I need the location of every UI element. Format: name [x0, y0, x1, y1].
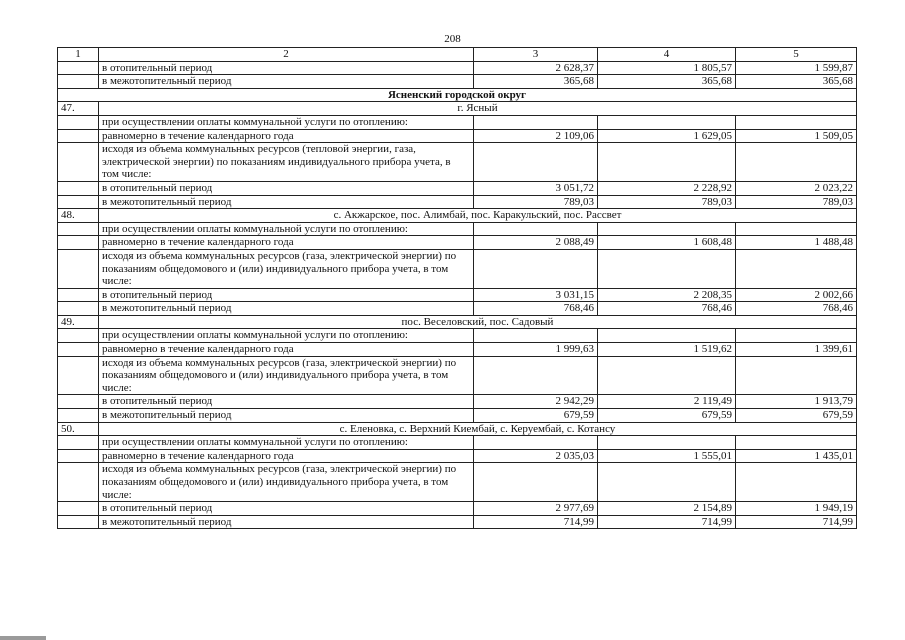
row-label: при осуществлении оплаты коммунальной услуги по отоплению: — [99, 222, 474, 236]
empty-cell — [58, 329, 99, 343]
empty-cell — [58, 463, 99, 502]
value-col-4: 365,68 — [598, 75, 736, 89]
value-col-5: 2 023,22 — [736, 181, 857, 195]
place-name: с. Еленовка, с. Верхний Киембай, с. Керуембай, с. Котансу — [99, 422, 857, 436]
header-col-4: 4 — [598, 48, 736, 62]
tariff-table-body — [58, 48, 857, 529]
empty-cell — [736, 143, 857, 182]
empty-cell — [736, 463, 857, 502]
row-label: в отопительный период — [99, 181, 474, 195]
row-label: исходя из объема коммунальных ресурсов (газа, электрической энергии) по показаниям общедомового и (или) индивидуального прибора учета, в том числе: — [99, 356, 474, 395]
empty-cell — [474, 115, 598, 129]
value-col-5: 714,99 — [736, 515, 857, 529]
value-col-5: 2 002,66 — [736, 288, 857, 302]
empty-cell — [58, 436, 99, 450]
row-label: в межотопительный период — [99, 409, 474, 423]
empty-cell — [598, 463, 736, 502]
scan-edge-mark — [0, 636, 46, 640]
value-col-3: 714,99 — [474, 515, 598, 529]
header-row — [58, 48, 857, 62]
empty-cell — [58, 288, 99, 302]
uniform-row — [58, 343, 857, 357]
value-col-3: 768,46 — [474, 302, 598, 316]
value-col-3: 2 977,69 — [474, 502, 598, 516]
empty-cell — [58, 75, 99, 89]
item-number: 49. — [58, 315, 99, 329]
payment-row — [58, 436, 857, 450]
empty-cell — [474, 463, 598, 502]
empty-cell — [58, 502, 99, 516]
value-col-3: 2 942,29 — [474, 395, 598, 409]
place-row — [58, 102, 857, 116]
value-col-5: 679,59 — [736, 409, 857, 423]
empty-cell — [598, 143, 736, 182]
value-col-4: 1 519,62 — [598, 343, 736, 357]
empty-cell — [58, 222, 99, 236]
value-col-4: 2 119,49 — [598, 395, 736, 409]
section-row — [58, 88, 857, 102]
row-label: в отопительный период — [99, 288, 474, 302]
row-label: исходя из объема коммунальных ресурсов (газа, электрической энергии) по показаниям общедомового и (или) индивидуального прибора учета, в том числе: — [99, 249, 474, 288]
header-col-2: 2 — [99, 48, 474, 62]
uniform-row — [58, 129, 857, 143]
empty-cell — [58, 236, 99, 250]
payment-row — [58, 222, 857, 236]
empty-cell — [598, 356, 736, 395]
value-col-4: 2 154,89 — [598, 502, 736, 516]
uniform-row — [58, 236, 857, 250]
value-col-3: 2 628,37 — [474, 61, 598, 75]
row-label: при осуществлении оплаты коммунальной услуги по отоплению: — [99, 115, 474, 129]
value-col-5: 1 913,79 — [736, 395, 857, 409]
row-label: равномерно в течение календарного года — [99, 343, 474, 357]
row-label: при осуществлении оплаты коммунальной услуги по отоплению: — [99, 436, 474, 450]
heating-row — [58, 502, 857, 516]
value-col-4: 679,59 — [598, 409, 736, 423]
empty-cell — [58, 249, 99, 288]
place-name: пос. Веселовский, пос. Садовый — [99, 315, 857, 329]
row-label: при осуществлении оплаты коммунальной услуги по отоплению: — [99, 329, 474, 343]
empty-cell — [58, 195, 99, 209]
row-label: в отопительный период — [99, 61, 474, 75]
value-col-3: 3 051,72 — [474, 181, 598, 195]
uniform-row — [58, 449, 857, 463]
empty-cell — [736, 222, 857, 236]
empty-cell — [598, 436, 736, 450]
empty-cell — [474, 436, 598, 450]
row-label: равномерно в течение календарного года — [99, 449, 474, 463]
section-title: Ясненский городской округ — [58, 88, 857, 102]
row-label: в межотопительный период — [99, 75, 474, 89]
value-col-4: 714,99 — [598, 515, 736, 529]
empty-cell — [474, 222, 598, 236]
empty-cell — [598, 249, 736, 288]
empty-cell — [598, 222, 736, 236]
value-col-3: 789,03 — [474, 195, 598, 209]
value-col-3: 2 035,03 — [474, 449, 598, 463]
value-col-5: 1 435,01 — [736, 449, 857, 463]
meter-row — [58, 143, 857, 182]
value-col-4: 2 208,35 — [598, 288, 736, 302]
empty-cell — [474, 249, 598, 288]
top-row-nonheating — [58, 75, 857, 89]
empty-cell — [58, 356, 99, 395]
value-col-4: 1 608,48 — [598, 236, 736, 250]
item-number: 48. — [58, 209, 99, 223]
header-col-5: 5 — [736, 48, 857, 62]
payment-row — [58, 115, 857, 129]
row-label: в межотопительный период — [99, 195, 474, 209]
empty-cell — [736, 436, 857, 450]
value-col-5: 1 509,05 — [736, 129, 857, 143]
value-col-3: 2 088,49 — [474, 236, 598, 250]
empty-cell — [58, 302, 99, 316]
empty-cell — [474, 356, 598, 395]
empty-cell — [736, 249, 857, 288]
item-number: 50. — [58, 422, 99, 436]
empty-cell — [736, 356, 857, 395]
value-col-4: 1 629,05 — [598, 129, 736, 143]
empty-cell — [58, 515, 99, 529]
empty-cell — [474, 329, 598, 343]
nonheating-row — [58, 515, 857, 529]
value-col-4: 789,03 — [598, 195, 736, 209]
empty-cell — [598, 115, 736, 129]
value-col-4: 768,46 — [598, 302, 736, 316]
place-row — [58, 315, 857, 329]
page-number: 208 — [444, 33, 461, 45]
meter-row — [58, 463, 857, 502]
value-col-5: 789,03 — [736, 195, 857, 209]
place-name: с. Акжарское, пос. Алимбай, пос. Каракульский, пос. Рассвет — [99, 209, 857, 223]
empty-cell — [474, 143, 598, 182]
empty-cell — [58, 143, 99, 182]
place-row — [58, 422, 857, 436]
row-label: исходя из объема коммунальных ресурсов (тепловой энергии, газа, электрической энергии) по показаниям индивидуального прибора учета, в том числе: — [99, 143, 474, 182]
payment-row — [58, 329, 857, 343]
value-col-3: 365,68 — [474, 75, 598, 89]
empty-cell — [58, 395, 99, 409]
empty-cell — [736, 115, 857, 129]
empty-cell — [58, 343, 99, 357]
heating-row — [58, 395, 857, 409]
value-col-3: 2 109,06 — [474, 129, 598, 143]
value-col-3: 1 999,63 — [474, 343, 598, 357]
value-col-5: 1 949,19 — [736, 502, 857, 516]
nonheating-row — [58, 302, 857, 316]
nonheating-row — [58, 195, 857, 209]
row-label: в межотопительный период — [99, 515, 474, 529]
value-col-5: 1 488,48 — [736, 236, 857, 250]
row-label: в межотопительный период — [99, 302, 474, 316]
tariff-table — [57, 47, 857, 529]
place-name: г. Ясный — [99, 102, 857, 116]
empty-cell — [58, 409, 99, 423]
row-label: исходя из объема коммунальных ресурсов (газа, электрической энергии) по показаниям общедомового и (или) индивидуального прибора учета, в том числе: — [99, 463, 474, 502]
value-col-4: 1 805,57 — [598, 61, 736, 75]
header-col-1: 1 — [58, 48, 99, 62]
header-col-3: 3 — [474, 48, 598, 62]
value-col-5: 1 599,87 — [736, 61, 857, 75]
nonheating-row — [58, 409, 857, 423]
empty-cell — [598, 329, 736, 343]
value-col-5: 365,68 — [736, 75, 857, 89]
value-col-4: 2 228,92 — [598, 181, 736, 195]
value-col-4: 1 555,01 — [598, 449, 736, 463]
value-col-5: 1 399,61 — [736, 343, 857, 357]
empty-cell — [736, 329, 857, 343]
value-col-5: 768,46 — [736, 302, 857, 316]
meter-row — [58, 356, 857, 395]
meter-row — [58, 249, 857, 288]
empty-cell — [58, 129, 99, 143]
row-label: в отопительный период — [99, 502, 474, 516]
row-label: равномерно в течение календарного года — [99, 129, 474, 143]
value-col-3: 3 031,15 — [474, 288, 598, 302]
top-row-heating — [58, 61, 857, 75]
place-row — [58, 209, 857, 223]
value-col-3: 679,59 — [474, 409, 598, 423]
row-label: равномерно в течение календарного года — [99, 236, 474, 250]
heating-row — [58, 288, 857, 302]
empty-cell — [58, 115, 99, 129]
item-number: 47. — [58, 102, 99, 116]
empty-cell — [58, 61, 99, 75]
heating-row — [58, 181, 857, 195]
row-label: в отопительный период — [99, 395, 474, 409]
empty-cell — [58, 181, 99, 195]
empty-cell — [58, 449, 99, 463]
